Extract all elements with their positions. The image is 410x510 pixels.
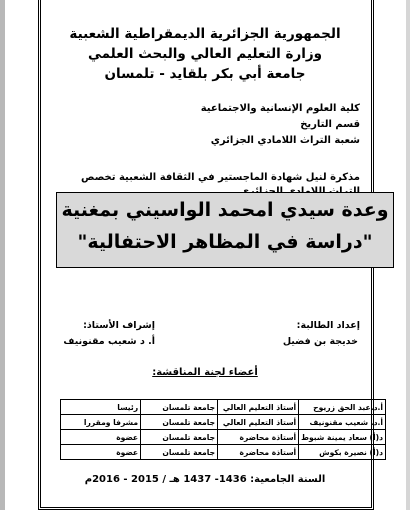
member-rank: أستاذ التعليم العالي: [218, 415, 299, 430]
supervised-by-label: إشراف الأستاذ:: [83, 320, 155, 331]
student-name: خديجة بن فضيل: [282, 336, 358, 347]
table-row: [61, 445, 386, 460]
member-university: جامعة تلمسان: [141, 415, 218, 430]
member-role: عضوة: [61, 430, 141, 445]
memo-line-1: مذكرة لنيل شهادة الماجستير في الثقافة الشعبية تخصص: [81, 172, 360, 183]
table-row: [61, 415, 386, 430]
prepared-by-label: إعداد الطالبة:: [296, 320, 360, 331]
member-name: د(أ) سعاد يمينة شبوط: [299, 430, 386, 445]
table-row: [61, 400, 386, 415]
faculty-name: كلية العلوم الإنسانية والاجتماعية: [200, 103, 360, 114]
university-name: جامعة أبي بكر بلقايد - تلمسان: [104, 66, 306, 82]
thesis-title-line-1: وعدة سيدي امحمد الواسيني بمغنية: [61, 199, 389, 221]
thesis-title-line-2: "دراسة في المظاهر الاحتفالية": [77, 231, 373, 253]
member-university: جامعة تلمسان: [141, 430, 218, 445]
member-university: جامعة تلمسان: [141, 445, 218, 460]
member-role: رئيسا: [61, 400, 141, 415]
member-name: أ.د. شعيب مقنونيف: [299, 415, 386, 430]
branch-name: شعبة التراث اللامادي الجزائري: [210, 135, 360, 146]
member-university: جامعة تلمسان: [141, 400, 218, 415]
committee-table: [60, 399, 386, 460]
member-name: د(أ) نصيرة بكوش: [299, 445, 386, 460]
supervisor-name: أ. د شعيب مقنونيف: [63, 336, 155, 347]
member-name: أ.د.عبد الحق زريوح: [299, 400, 386, 415]
table-row: [61, 430, 386, 445]
member-rank: أستاذة محاضرة: [218, 430, 299, 445]
member-rank: أستاذة محاضرة: [218, 445, 299, 460]
department-name: قسم التاريخ: [300, 119, 360, 130]
ministry-name: وزارة التعليم العالي والبحث العلمي: [87, 46, 323, 62]
member-rank: أستاذ التعليم العالي: [218, 400, 299, 415]
committee-heading: أعضاء لجنة المناقشة:: [152, 367, 258, 378]
academic-year: السنة الجامعية: 1436- 1437 هـ / 2015 - 2016م: [84, 474, 326, 485]
thesis-title-box: [56, 192, 394, 268]
member-role: مشرفا ومقررا: [61, 415, 141, 430]
republic-name: الجمهورية الجزائرية الديمقراطية الشعبية: [69, 26, 341, 42]
member-role: عضوة: [61, 445, 141, 460]
